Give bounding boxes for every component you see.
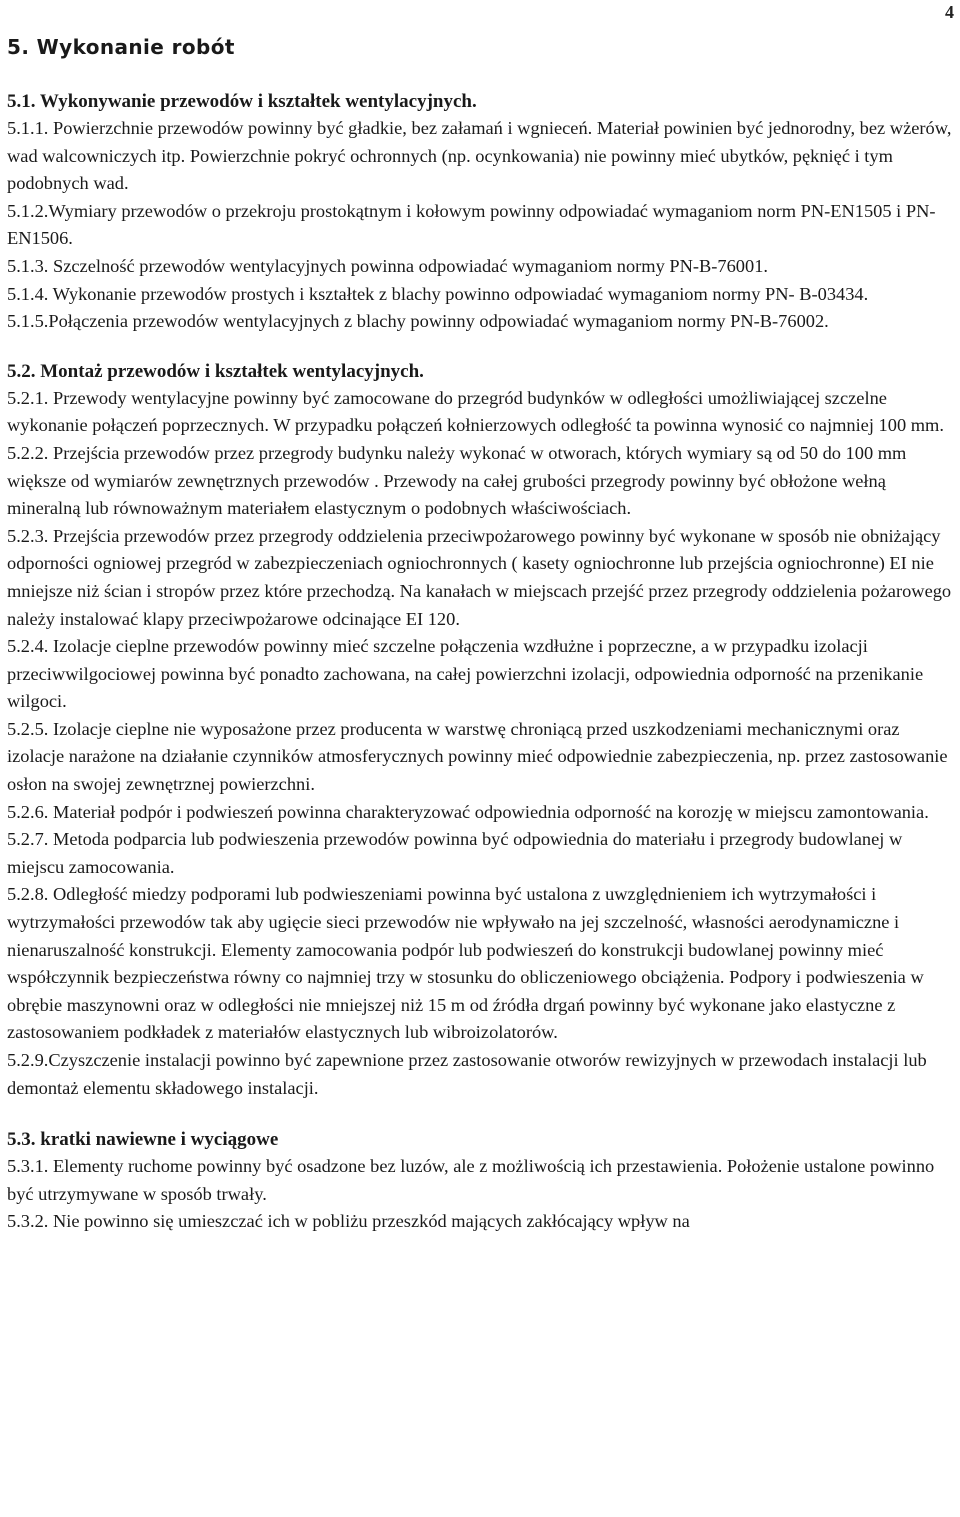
paragraph-5-3-2: 5.3.2. Nie powinno się umieszczać ich w pobliżu przeszkód mających zakłócający wpływ na [7,1211,690,1232]
paragraph-5-1-4: 5.1.4. Wykonanie przewodów prostych i kształtek z blachy powinno odpowiadać wymaganiom normy PN- B-03434. [7,283,869,304]
paragraph-5-1-5: 5.1.5.Połączenia przewodów wentylacyjnych z blachy powinny odpowiadać wymaganiom normy PN-B-76002. [7,311,829,332]
paragraph-5-2-5: 5.2.5. Izolacje cieplne nie wyposażone przez producenta w warstwę chroniącą przed uszkodzeniami mechanicznymi oraz izolacje narażone na działanie czynników atmosferycznych powinny mieć odpowiednie zabezpieczenia, np. przez zastosowanie osłon na swojej zewnętrznej powierzchni. [7,718,948,795]
paragraph-5-2-4: 5.2.4. Izolacje cieplne przewodów powinny mieć szczelne połączenia wzdłużne i poprzeczne, a w przypadku izolacji przeciwwilgociowej powinna być ponadto zachowana, na całej powierzchni izolacji, odpowiednia odporność na przenikanie wilgoci. [7,636,924,712]
document-body [7,28,955,1236]
paragraph-5-2-8: 5.2.8. Odległość miedzy podporami lub podwieszeniami powinna być ustalona z uwzględnieniem ich wytrzymałości i wytrzymałości przewodów tak aby ugięcie sieci przewodów nie wpływało na jej szczelność, własności aerodynamiczne i nienaruszalność konstrukcji. Elementy zamocowania podpór lub podwieszeń do konstrukcji budowlanej powinny mieć współczynnik bezpieczeństwa równy co najmniej trzy w stosunku do obliczeniowego obciążenia. Podpory i podwieszenia w obrębie maszynowni oraz w odległości nie mniejszej niż 15 m od źródła drgań powinny być wykonane jako elastyczne z zastosowaniem podkładek z materiałów elastycznych lub wibroizolatorów. [7,884,924,1043]
paragraph-5-2-3: 5.2.3. Przejścia przewodów przez przegrody oddzielenia przeciwpożarowego powinny być wykonane w sposób nie obniżający odporności ogniowej przegród w zabezpieczeniach ogniochronnych ( kasety ogniochronne lub przejścia ogniochronne) EI nie mniejsze niż ścian i stropów przez które przechodzą. Na kanałach w miejscach przejść przez przegrody oddzielenia pożarowego należy instalować klapy przeciwpożarowe odcinające EI 120. [7,525,952,629]
paragraph-5-2-9: 5.2.9.Czyszczenie instalacji powinno być zapewnione przez zastosowanie otworów rewizyjnych w przewodach instalacji lub demontaż elementu składowego instalacji. [7,1050,927,1098]
paragraph-5-1-2: 5.1.2.Wymiary przewodów o przekroju prostokątnym i kołowym powinny odpowiadać wymaganiom norm PN-EN1505 i PN-EN1506. [7,200,936,249]
spacer [7,336,955,358]
paragraph-5-2-7: 5.2.7. Metoda podparcia lub podwieszenia przewodów powinna być odpowiednia do materiału i przegrody budowlanej w miejscu zamocowania. [7,829,903,877]
paragraph-5-2-2: 5.2.2. Przejścia przewodów przez przegrody budynku należy wykonać w otworach, których wymiary są od 50 do 100 mm większe od wymiarów zewnętrznych przewodów . Przewody na całej grubości przegrody powinny być obłożone wełną mineralną lub równoważnym materiałem elastycznym o podobnych właściwościach. [7,442,907,519]
section-5-2-heading: 5.2. Montaż przewodów i kształtek wentylacyjnych. [7,360,424,382]
page-number: 4 [945,2,954,22]
section-5-1-heading: 5.1. Wykonywanie przewodów i kształtek wentylacyjnych. [7,91,477,112]
paragraph-5-1-3: 5.1.3. Szczelność przewodów wentylacyjnych powinna odpowiadać wymaganiom normy PN-B-76001. [7,255,768,276]
paragraph-5-1-1: 5.1.1. Powierzchnie przewodów powinny być gładkie, bez załamań i wgnieceń. Materiał powinien być jednorodny, bez wżerów, wad walcowniczych itp. Powierzchnie pokryć ochronnych (np. ocynkowania) nie powinny mieć ubytków, pęknięć i tym podobnych wad. [7,118,952,194]
paragraph-5-2-1: 5.2.1. Przewody wentylacyjne powinny być zamocowane do przegród budynków w odległości umożliwiającej szczelne wykonanie połączeń poprzecznych. W przypadku połączeń kołnierzowych odległość ta powinna wynosić co najmniej 100 mm. [7,387,944,436]
section-5-3-heading: 5.3. kratki nawiewne i wyciągowe [7,1129,279,1151]
spacer [7,1102,955,1126]
paragraph-5-3-1: 5.3.1. Elementy ruchome powinny być osadzone bez luzów, ale z możliwością ich przestawienia. Położenie ustalone powinno być utrzymywane w sposób trwały. [7,1156,935,1204]
paragraph-5-2-6: 5.2.6. Materiał podpór i podwieszeń powinna charakteryzować odpowiednia odporność na korozję w miejscu zamontowania. [7,801,929,822]
section-5-title: 5. Wykonanie robót [7,35,235,59]
